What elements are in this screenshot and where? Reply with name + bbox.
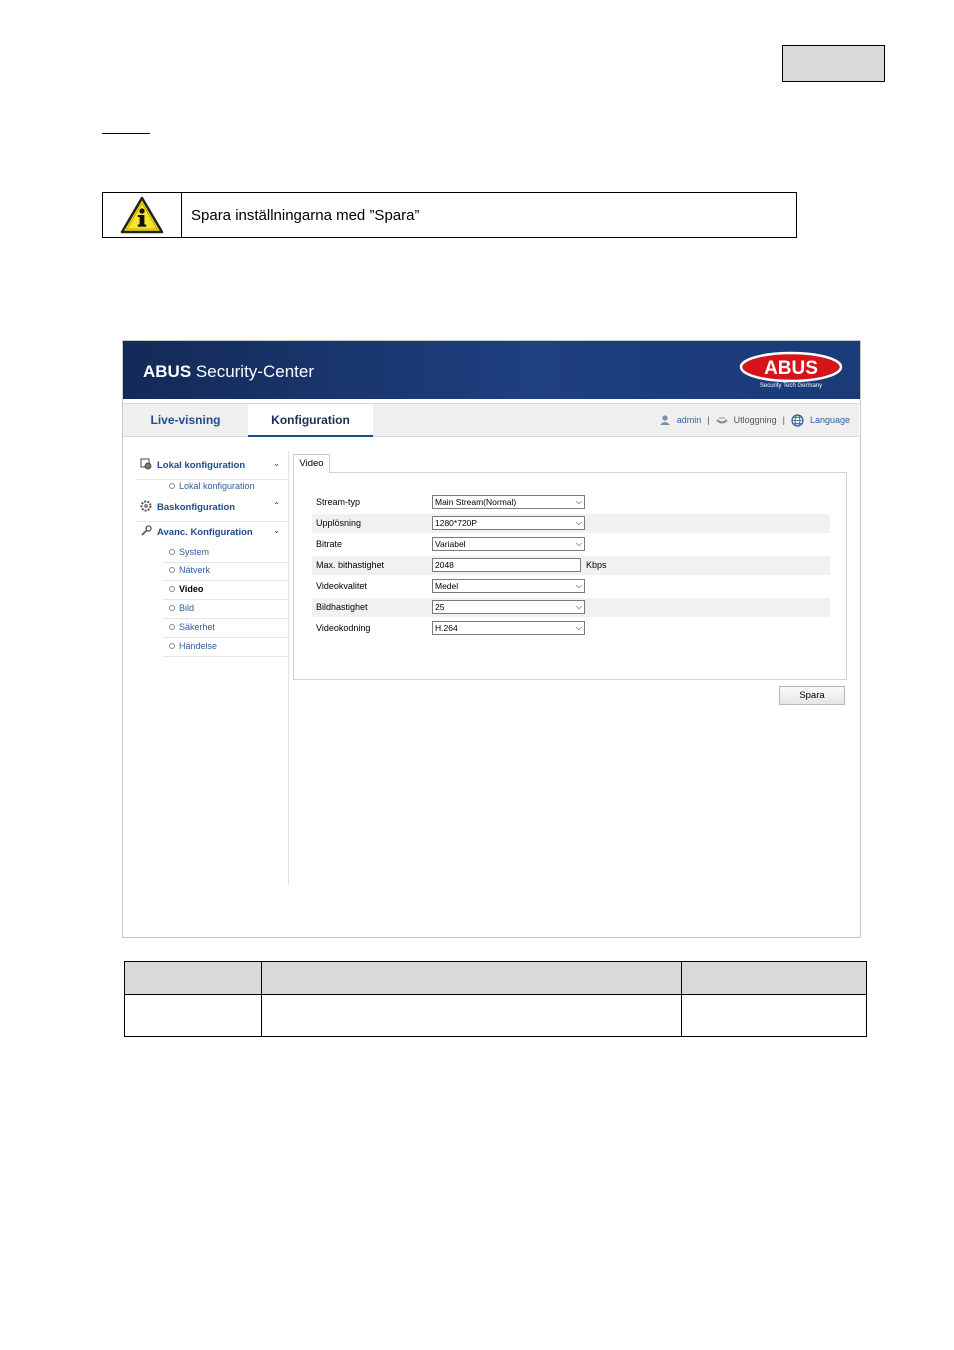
field-row-resolution bbox=[312, 514, 830, 533]
abus-logo bbox=[739, 350, 843, 390]
page-header-box bbox=[782, 45, 885, 82]
field-label: Stream-typ bbox=[316, 497, 361, 507]
chevron-down-icon: ⌄ bbox=[273, 459, 280, 468]
username-link[interactable]: admin bbox=[676, 415, 702, 425]
info-warning-icon bbox=[120, 196, 164, 234]
info-note bbox=[102, 192, 797, 238]
field-row-video-quality bbox=[312, 577, 830, 596]
table-header-row bbox=[125, 962, 867, 995]
chevron-down-icon: ⌄ bbox=[273, 526, 280, 535]
bullet-icon bbox=[169, 567, 175, 573]
table-header-cell bbox=[682, 962, 867, 995]
field-row-bitrate bbox=[312, 535, 830, 554]
table-header-cell bbox=[125, 962, 262, 995]
main-nav bbox=[123, 403, 859, 437]
svg-text:ABUS: ABUS bbox=[764, 358, 818, 379]
sidebar-item-local-config-sub[interactable]: Lokal konfiguration bbox=[163, 478, 288, 496]
separator: | bbox=[782, 415, 785, 425]
sidebar-item-system[interactable]: System bbox=[163, 544, 288, 563]
sidebar-item-event[interactable]: Händelse bbox=[163, 638, 288, 657]
field-label: Bitrate bbox=[316, 539, 343, 549]
web-ui-screenshot bbox=[122, 340, 861, 938]
bullet-icon bbox=[169, 605, 175, 611]
chevron-down-icon: ⌵ bbox=[575, 497, 582, 506]
field-row-video-encoding bbox=[312, 619, 830, 638]
sidebar-item-advanced-config[interactable]: Avanc. Konfiguration ⌄ bbox=[137, 522, 288, 546]
field-row-stream-type bbox=[312, 493, 830, 512]
logout-icon bbox=[716, 415, 728, 425]
language-link[interactable]: Language bbox=[809, 415, 850, 425]
resolution-select[interactable]: 1280*720P ⌵ bbox=[432, 516, 585, 530]
user-icon bbox=[659, 414, 671, 426]
sidebar-item-image[interactable]: Bild bbox=[163, 600, 288, 619]
bitrate-select[interactable]: Variabel ⌵ bbox=[432, 537, 585, 551]
field-label: Videokodning bbox=[316, 623, 371, 633]
wrench-icon bbox=[140, 525, 152, 537]
gear-icon bbox=[140, 500, 152, 512]
table-row bbox=[125, 995, 867, 1037]
sidebar-item-local-config[interactable]: Lokal konfiguration ⌄ bbox=[137, 455, 288, 480]
field-label: Videokvalitet bbox=[316, 581, 367, 591]
logout-link[interactable]: Utloggning bbox=[733, 415, 777, 425]
sidebar-item-security[interactable]: Säkerhet bbox=[163, 619, 288, 638]
field-label: Max. bithastighet bbox=[316, 560, 385, 570]
separator: | bbox=[707, 415, 710, 425]
chevron-down-icon: ⌵ bbox=[575, 581, 582, 590]
app-title: ABUS Security-Center bbox=[143, 362, 314, 381]
sidebar-item-network[interactable]: Nätverk bbox=[163, 562, 288, 581]
chevron-down-icon: ⌵ bbox=[575, 518, 582, 527]
video-settings-panel bbox=[293, 472, 847, 680]
sidebar-item-video[interactable]: Video bbox=[163, 581, 288, 600]
field-row-frame-rate bbox=[312, 598, 830, 617]
bullet-icon bbox=[169, 586, 175, 592]
config-sidebar bbox=[137, 451, 289, 884]
sidebar-item-basic-config[interactable]: Baskonfiguration ⌃ bbox=[137, 497, 288, 522]
local-config-icon bbox=[140, 458, 152, 470]
video-encoding-select[interactable]: H.264 ⌵ bbox=[432, 621, 585, 635]
video-quality-select[interactable]: Medel ⌵ bbox=[432, 579, 585, 593]
chevron-down-icon: ⌵ bbox=[575, 623, 582, 632]
table-cell bbox=[682, 995, 867, 1037]
bullet-icon bbox=[169, 624, 175, 630]
globe-icon bbox=[791, 414, 804, 427]
app-banner bbox=[123, 341, 860, 399]
frame-rate-select[interactable]: 25 ⌵ bbox=[432, 600, 585, 614]
field-label: Bildhastighet bbox=[316, 602, 368, 612]
table-cell bbox=[125, 995, 262, 1037]
field-label: Upplösning bbox=[316, 518, 362, 528]
unit-label: Kbps bbox=[586, 560, 607, 570]
note-text: Spara inställningarna med ”Spara” bbox=[191, 206, 420, 224]
tab-configuration[interactable]: Konfiguration bbox=[248, 404, 373, 437]
max-bitrate-input[interactable]: 2048 bbox=[432, 558, 581, 572]
parameter-table bbox=[124, 961, 867, 1037]
bullet-icon bbox=[169, 643, 175, 649]
tab-live-view[interactable]: Live-visning bbox=[150, 413, 221, 427]
heading-underline bbox=[102, 133, 150, 134]
tab-video[interactable]: Video bbox=[293, 454, 330, 474]
table-cell bbox=[262, 995, 682, 1037]
bullet-icon bbox=[169, 549, 175, 555]
field-row-max-bitrate bbox=[312, 556, 830, 575]
table-header-cell bbox=[262, 962, 682, 995]
note-icon-cell bbox=[103, 193, 182, 237]
svg-text:Security Tech Germany: Security Tech Germany bbox=[759, 383, 823, 389]
save-button[interactable]: Spara bbox=[779, 686, 845, 705]
chevron-down-icon: ⌵ bbox=[575, 602, 582, 611]
stream-type-select[interactable]: Main Stream(Normal) ⌵ bbox=[432, 495, 585, 509]
chevron-down-icon: ⌵ bbox=[575, 539, 582, 548]
user-bar bbox=[659, 404, 850, 436]
bullet-icon bbox=[169, 483, 175, 489]
chevron-up-icon: ⌃ bbox=[273, 501, 280, 510]
